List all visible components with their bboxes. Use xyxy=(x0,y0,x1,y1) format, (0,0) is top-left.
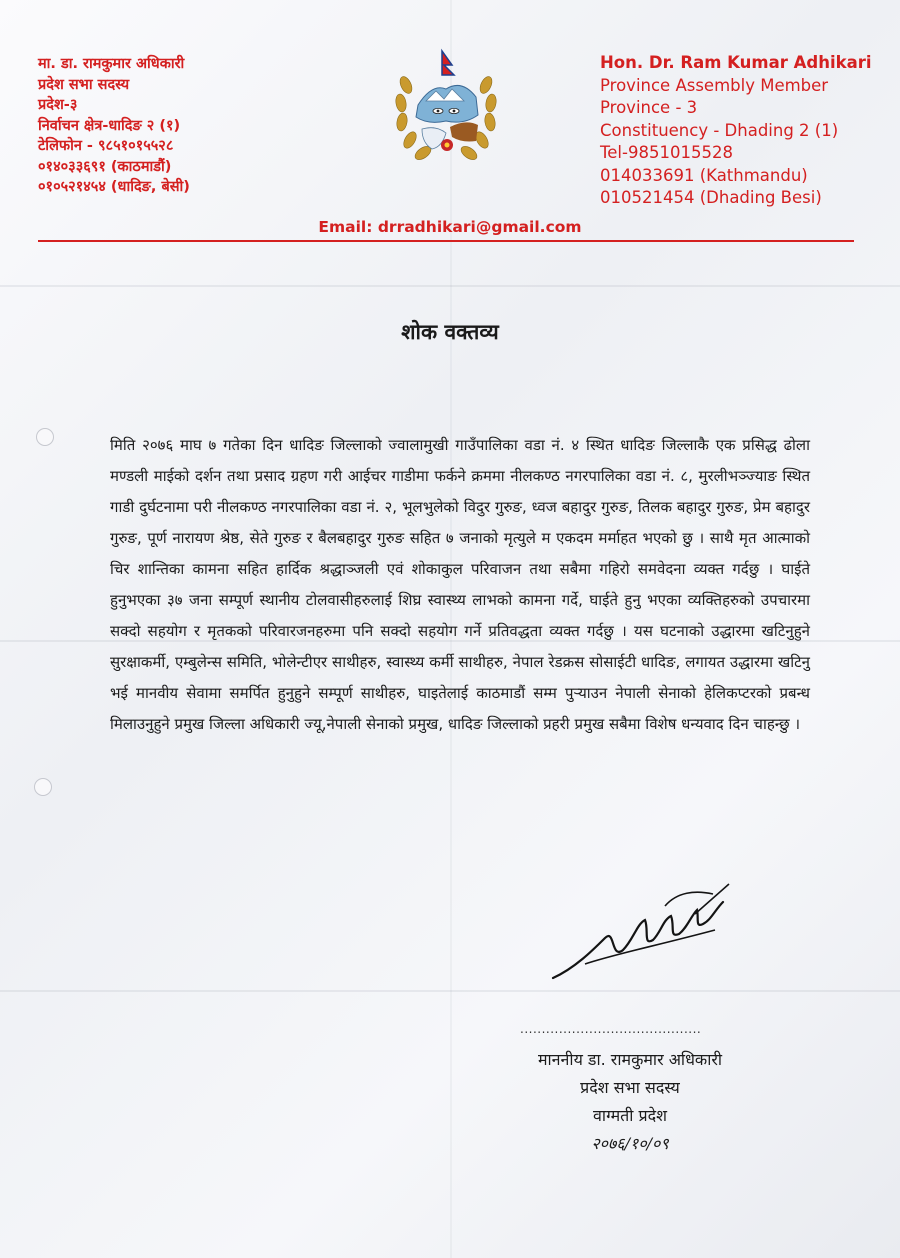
letterhead-line: Tel-9851015528 xyxy=(600,143,733,162)
letterhead-line: प्रदेश-३ xyxy=(38,97,78,113)
emblem-icon xyxy=(392,45,500,169)
signoff-date: २०७६/१०/०९ xyxy=(591,1134,669,1153)
letterhead-line: ०१०५२१४५४ (धादिङ, बेसी) xyxy=(38,179,190,195)
letterhead-line: टेलिफोन - ९८५१०१५५२८ xyxy=(38,138,174,154)
letterhead-line: निर्वाचन क्षेत्र-धादिङ २ (१) xyxy=(38,117,181,134)
letterhead-name: Hon. Dr. Ram Kumar Adhikari xyxy=(600,53,872,72)
letterhead-divider xyxy=(38,240,854,242)
letterhead-line: मा. डा. रामकुमार अधिकारी xyxy=(38,56,185,72)
statement-body: मिति २०७६ माघ ७ गतेका दिन धादिङ जिल्लाको ज्वालामुखी गाउँपालिका वडा नं. ४ स्थित धादिङ जिल्लाकै एक प्रसिद्ध ढोला मण्डली माईको दर्शन तथा प्रसाद ग्रहण गरी आईचर गाडीमा फर्कने क्रममा नीलकण्ठ नगरपालिका वडा नं. ८, मुरलीभञ्ज्याङ स्थित गाडी दुर्घटनामा परी नीलकण्ठ नगरपालिका वडा नं. २, भूलभुलेको विदुर गुरुङ, ध्वज बहादुर गुरुङ, तिलक बहादुर गुरुङ, प्रेम बहादुर गुरुङ, पूर्ण नारायण श्रेष्ठ, सेते गुरुङ र बैलबहादुर गुरुङ सहित ७ जनाको मृत्युले म एकदम मर्माहत भएको छु । साथै मृत आत्माको चिर शान्तिका कामना सहित हार्दिक श्रद्धाञ्जली एवं शोकाकुल परिवाजन तथा सबैमा गहिरो समवेदना व्यक्त गर्दछु । घाईते हुनुभएका ३७ जना सम्पूर्ण स्थानीय टोलवासीहरुलाई शिघ्र स्वास्थ्य लाभको कामना गर्दे, घाईते हुनु भएका व्यक्तिहरुको उपचारमा सक्दो सहयोग र मृतकको परिवारजनहरुमा पनि सक्दो सहयोग गर्ने प्रतिवद्धता व्यक्त गर्दछु । यस घटनाको उद्धारमा खटिनुहुने सुरक्षाकर्मी, एम्बुलेन्स समिति, भोलेन्टीएर साथीहरु, स्वास्थ्य कर्मी साथीहरु, नेपाल रेडक्रस सोसाईटी धादिङ, लगायत उद्धारमा खटिनु भई मानवीय सेवामा समर्पित हुनुहुने सम्पूर्ण साथीहरु, घाइतेलाई काठमाडौं सम्म पुर्‍याउन नेपाली सेनाको हेलिकप्टरको प्रबन्ध मिलाउनुहुने प्रमुख जिल्ला अधिकारी ज्यू,नेपाली सेनाको प्रमुख, धादिङ जिल्लाको प्रहरी प्रमुख सबैमा विशेष धन्यवाद दिन चाहन्छु । xyxy=(110,436,810,733)
email-address: Email: drradhikari@gmail.com xyxy=(318,218,582,236)
letterhead-line: Constituency - Dhading 2 (1) xyxy=(600,120,839,140)
signatory-name: माननीय डा. रामकुमार अधिकारी xyxy=(537,1050,723,1069)
document-title: शोक वक्तव्य xyxy=(401,320,499,344)
letterhead-line: ०१४०३३६९१ (काठमाडौं) xyxy=(38,158,172,175)
signatory-role: प्रदेश सभा सदस्य xyxy=(580,1078,680,1097)
signature-icon xyxy=(545,880,735,995)
signoff-block xyxy=(500,1046,760,1158)
letterhead-line: 010521454 (Dhading Besi) xyxy=(600,188,822,207)
letterhead-line: 014033691 (Kathmandu) xyxy=(600,165,808,185)
letterhead-line: Province - 3 xyxy=(600,98,698,117)
signatory-province: वाग्मती प्रदेश xyxy=(593,1106,667,1125)
letterhead-nepali xyxy=(38,54,338,198)
letterhead-english xyxy=(600,52,890,210)
letterhead-line: Province Assembly Member xyxy=(600,75,829,95)
signature-line: .......................................... xyxy=(520,1022,702,1036)
punch-hole xyxy=(34,778,52,796)
letterhead-line: प्रदेश सभा सदस्य xyxy=(38,76,130,93)
punch-hole xyxy=(36,428,54,446)
